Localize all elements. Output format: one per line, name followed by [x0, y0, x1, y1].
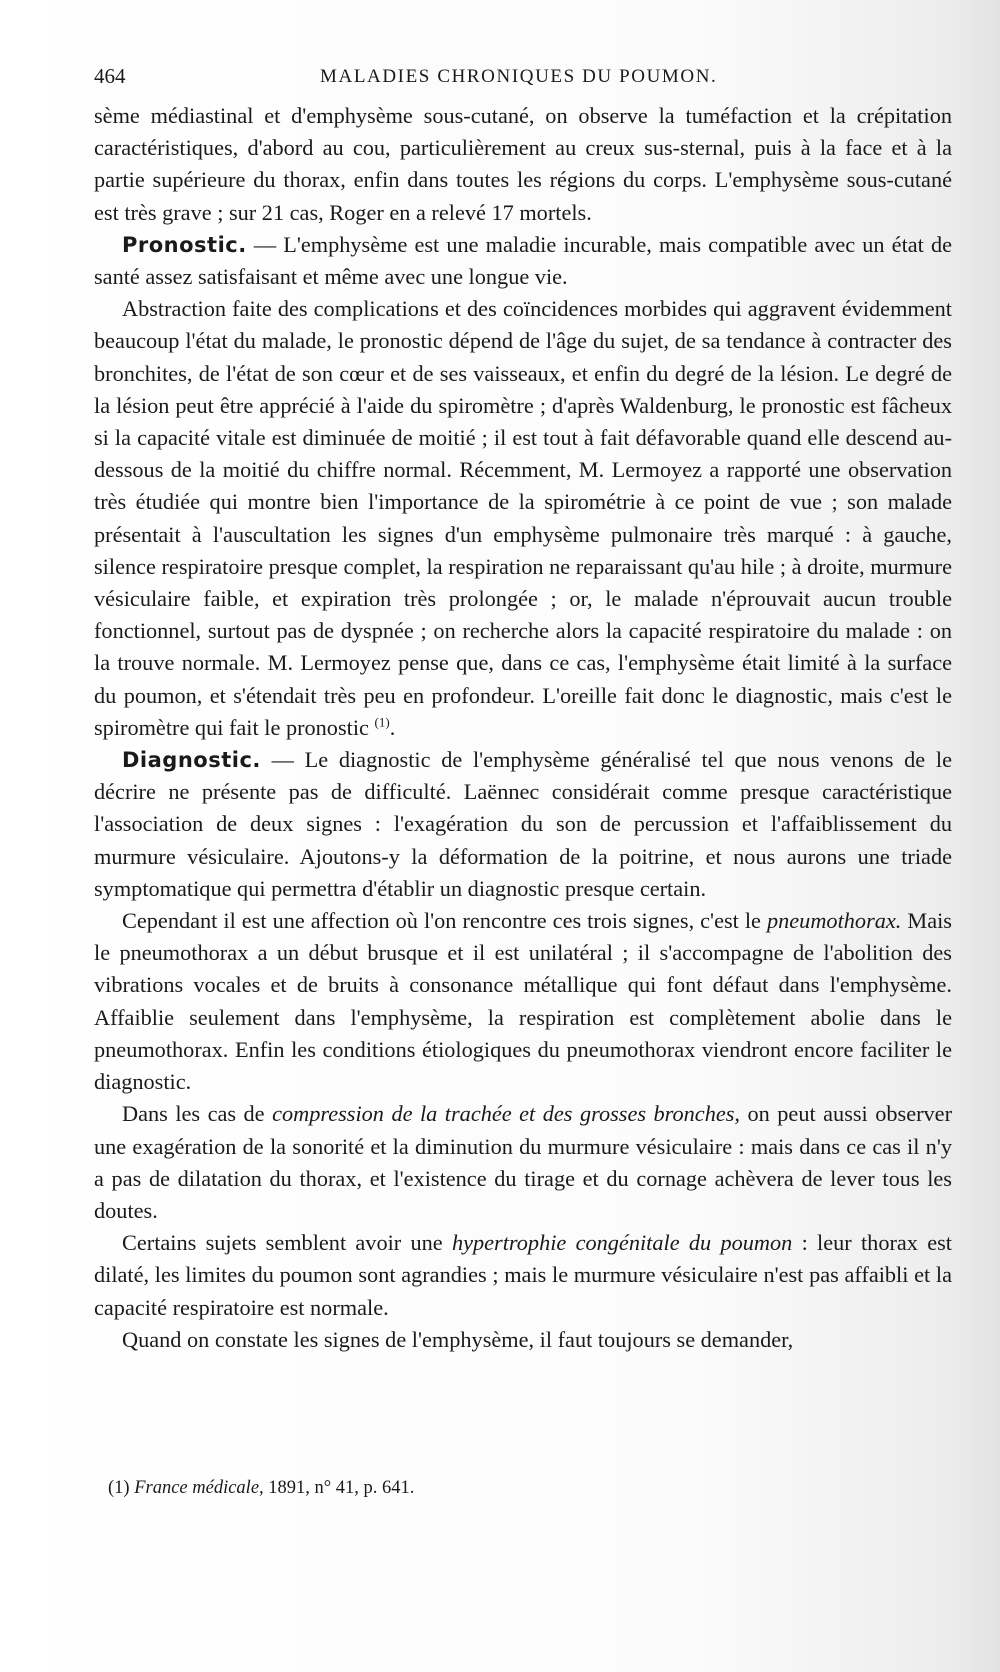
- paragraph-diagnostic: [94, 744, 952, 905]
- text-segment: Cependant il est une affection où l'on rencontre ces trois signes, c'est le: [122, 908, 767, 934]
- heading-dash: —: [246, 231, 284, 257]
- footnote-reference: (1): [374, 714, 390, 730]
- text-segment: Certains sujets semblent avoir une: [122, 1230, 452, 1256]
- text-segment: on peut aussi observer une exagération de la sonorité et la diminution du murmure vésiculaire : mais dans ce cas il n'y a pas de dilatation du thorax, et l'existence du tirage et du cornage achèvera de lever tous les doutes.: [94, 1101, 952, 1223]
- diagnostic-text: Le diagnostic de l'emphysème généralisé tel que nous venons de le décrire ne présente pas de difficulté. Laënnec considérait comme presque caractéristique l'association de deux signes : l'exagération du son de percussion et l'affaiblissement du murmure vésiculaire. Ajoutons-y la déformation de la poitrine, et nous aurons une triade symptomatique qui permettra d'établir un diagnostic presque certain.: [94, 747, 952, 901]
- section-heading-pronostic: Pronostic.: [122, 232, 247, 257]
- pronostic-text: L'emphysème est une maladie incurable, mais compatible avec un état de santé assez satisfaisant et même avec une longue vie.: [94, 231, 953, 290]
- paragraph-end-punct: .: [389, 714, 396, 740]
- footnote: [108, 1476, 908, 1500]
- pronostic-detail-text: Abstraction faite des complications et des coïncidences morbides qui aggravent évidemment beaucoup l'état du malade, le pronostic dépend de l'âge du sujet, de sa tendance à contracter des bronchites, de l'état de son cœur et de ses vaisseaux, et enfin du degré de la lésion. Le degré de la lésion peut être apprécié à l'aide du spiromètre ; d'après Waldenburg, le pronostic est fâcheux si la capacité vitale est diminuée de moitié ; il est tout à fait défavorable quand elle descend au-dessous de la moitié du chiffre normal. Récemment, M. Lermoyez a rapporté une observation très étudiée qui montre bien l'importance de la spirométrie à ce point de vue ; son malade présentait à l'auscultation les signes d'un emphysème pulmonaire très marqué : à gauche, silence respiratoire presque complet, la respiration ne reparaissant qu'au hile ; à droite, murmure vésiculaire faible, et expiration très prolongée ; or, le malade n'éprouvait aucun trouble fonctionnel, surtout pas de dyspnée ; on recherche alors la capacité respiratoire du malade : on la trouve normale. M. Lermoyez pense que, dans ce cas, l'emphysème était limité à la surface du poumon, et s'étendait très peu en profondeur. L'oreille fait donc le diagnostic, mais c'est le spiromètre qui fait le pronostic: [94, 296, 952, 740]
- heading-dash: —: [260, 747, 305, 773]
- paragraph-hypertrophie: [94, 1227, 952, 1324]
- footnote-source: France médicale,: [134, 1478, 264, 1498]
- italic-term: compression de la trachée et des grosses bronches,: [272, 1101, 740, 1127]
- footnote-marker: (1): [108, 1478, 130, 1498]
- italic-term: hypertrophie congénitale du poumon: [451, 1230, 793, 1256]
- paragraph-continued: sème médiastinal et d'emphysème sous-cutané, on observe la tuméfaction et la crépitation caractéristiques, d'abord au cou, particulièrement au creux sus-sternal, puis à la face et à la partie supérieure du thorax, enfin dans toutes les régions du corps. L'emphysème sous-cutané est très grave ; sur 21 cas, Roger en a relevé 17 mortels.: [94, 103, 952, 225]
- section-heading-diagnostic: Diagnostic.: [122, 748, 261, 773]
- paragraph-compression: [94, 1098, 952, 1227]
- italic-term: pneumothorax.: [766, 908, 902, 934]
- text-segment: : leur thorax est dilaté, les limites du poumon sont agrandies ; mais le murmure vésiculaire n'est pas affaibli et la capacité respiratoire est normale.: [94, 1230, 952, 1320]
- running-head: MALADIES CHRONIQUES DU POUMON.: [320, 66, 718, 87]
- page-number: 464: [94, 64, 126, 88]
- text-segment: Mais le pneumothorax a un début brusque et il est unilatéral ; il s'accompagne de l'abolition des vibrations vocales et de bruits à consonance métallique qui font défaut dans l'emphysème. Affaiblie seulement dans l'emphysème, la respiration est complètement abolie dans le pneumothorax. Enfin les conditions étiologiques du pneumothorax viendront encore faciliter le diagnostic.: [94, 908, 952, 1095]
- paragraph-pneumothorax: [94, 905, 952, 1098]
- paragraph-pronostic: [94, 229, 952, 293]
- page-header: [92, 64, 952, 94]
- paragraph-final: Quand on constate les signes de l'emphysème, il faut toujours se demander,: [122, 1326, 794, 1352]
- footnote-details: 1891, n° 41, p. 641.: [263, 1478, 415, 1498]
- paragraph-pronostic-detail: [94, 293, 952, 744]
- text-segment: Dans les cas de: [122, 1101, 273, 1127]
- body-text: [94, 100, 952, 1356]
